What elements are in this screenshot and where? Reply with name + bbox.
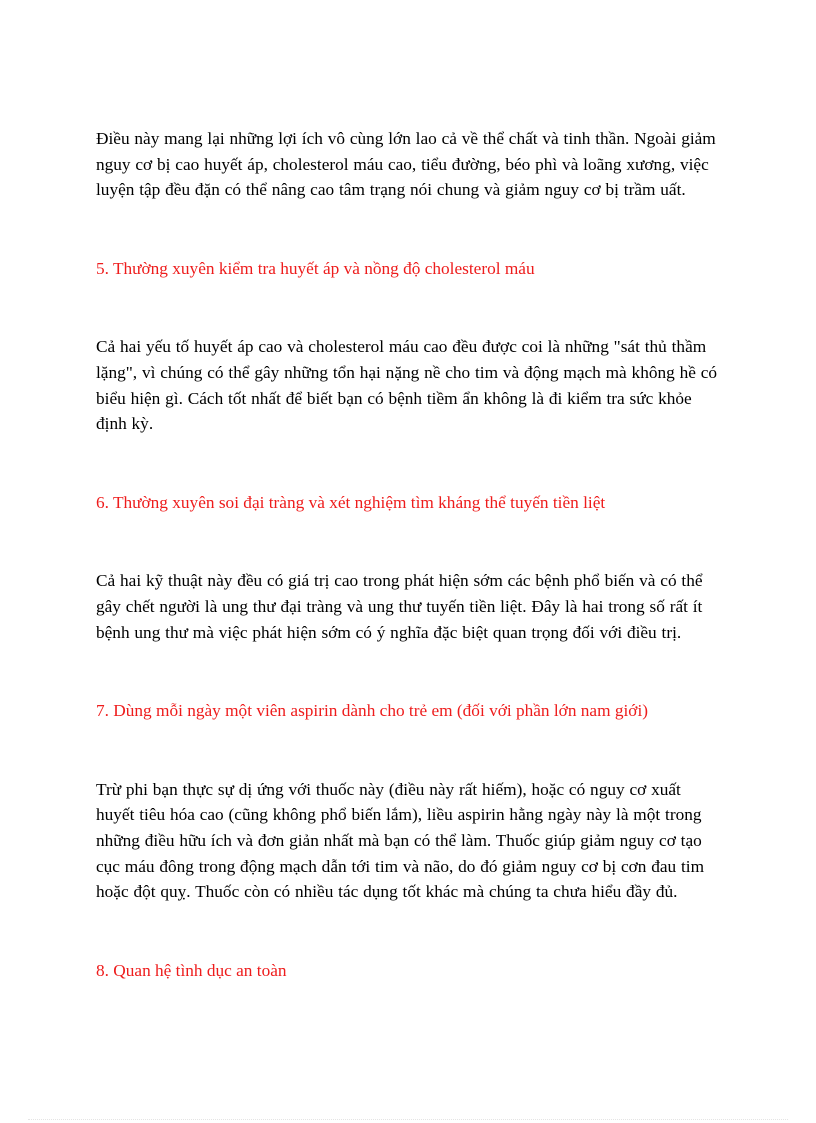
heading-daily-aspirin: 7. Dùng mỗi ngày một viên aspirin dành cho trẻ em (đối với phần lớn nam giới) xyxy=(96,701,648,721)
paragraph-early-detection: Cả hai kỹ thuật này đều có giá trị cao trong phát hiện sớm các bệnh phổ biến và có thể gây chết người là ung thư đại tràng và ung thư tuyến tiền liệt. Đây là hai trong số rất ít bệnh ung thư mà việc phát hiện sớm có ý nghĩa đặc biệt quan trọng đối với điều trị. xyxy=(96,571,703,642)
paragraph-exercise-benefits: Điều này mang lại những lợi ích vô cùng lớn lao cả về thể chất và tinh thần. Ngoài giảm nguy cơ bị cao huyết áp, cholesterol máu cao, tiểu đường, béo phì và loãng xương, việc luyện tập đều đặn có thể nâng cao tâm trạng nói chung và giảm nguy cơ bị trầm uất. xyxy=(96,129,716,200)
paragraph-aspirin-benefits: Trừ phi bạn thực sự dị ứng với thuốc này (điều này rất hiếm), hoặc có nguy cơ xuất huyết tiêu hóa cao (cũng không phổ biến lắm), liều aspirin hằng ngày này là một trong những điều hữu ích và đơn giản nhất mà bạn có thể làm. Thuốc giúp giảm nguy cơ tạo cục máu đông trong động mạch dẫn tới tim và não, do đó giảm nguy cơ bị cơn đau tim hoặc đột quỵ. Thuốc còn có nhiều tác dụng tốt khác mà chúng ta chưa hiểu đầy đủ. xyxy=(96,779,705,902)
heading-safe-sex: 8. Quan hệ tình dục an toàn xyxy=(96,960,287,980)
heading-colon-prostate-screening: 6. Thường xuyên soi đại tràng và xét nghiệm tìm kháng thể tuyến tiền liệt xyxy=(96,492,606,512)
paragraph-silent-killers: Cả hai yếu tố huyết áp cao và cholesterol máu cao đều được coi là những "sát thủ thầm lặng", vì chúng có thể gây những tổn hại nặng nề cho tim và động mạch mà không hề có biểu hiện gì. Cách tốt nhất để biết bạn có bệnh tiềm ẩn không là đi kiểm tra sức khỏe định kỳ. xyxy=(96,337,718,434)
document-page xyxy=(96,126,722,983)
heading-blood-pressure-check: 5. Thường xuyên kiểm tra huyết áp và nồng độ cholesterol máu xyxy=(96,258,535,278)
page-bottom-divider xyxy=(28,1119,788,1120)
